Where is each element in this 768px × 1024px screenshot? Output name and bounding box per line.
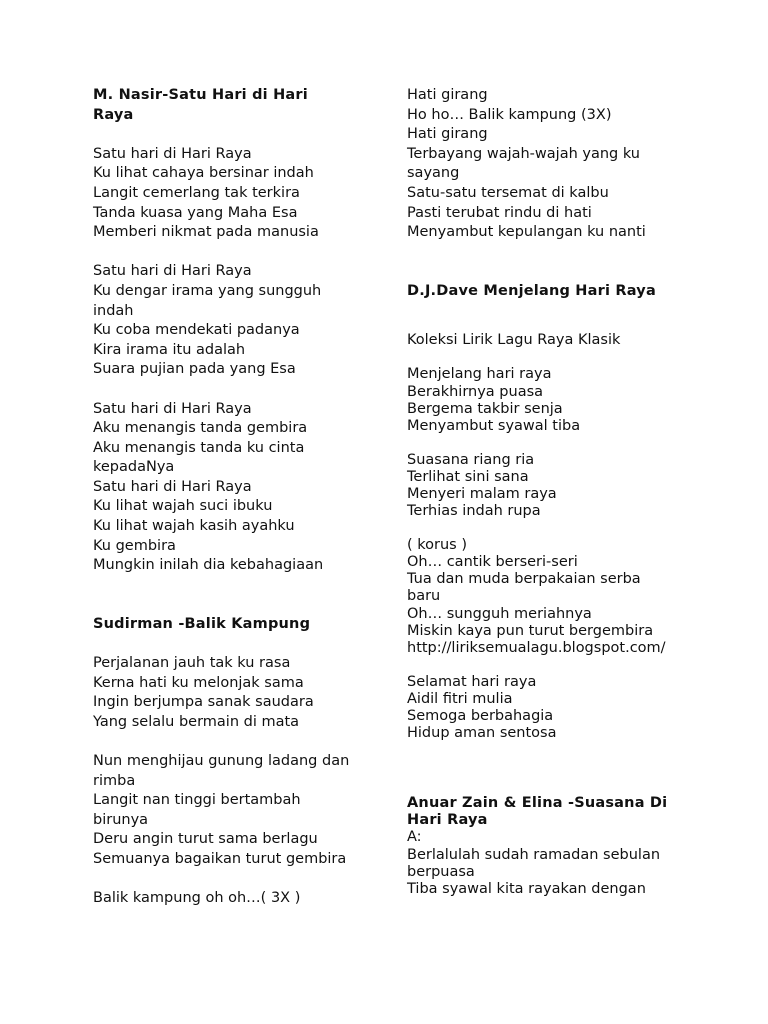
lyric-line: Hidup aman sentosa xyxy=(407,725,557,742)
lyric-line: Perjalanan jauh tak ku rasa xyxy=(93,655,291,672)
lyric-line: ( korus ) xyxy=(407,537,467,554)
lyric-line: Satu hari di Hari Raya xyxy=(93,145,252,162)
lyric-line: Langit nan tinggi bertambah birunya xyxy=(93,792,301,828)
lyric-line: Semuanya bagaikan turut gembira xyxy=(93,850,347,867)
lyric-line: Aku menangis tanda gembira xyxy=(93,420,308,437)
song-title-djdave: D.J.Dave Menjelang Hari Raya xyxy=(407,282,656,299)
lyric-line: A: xyxy=(407,829,422,846)
lyric-line: Nun menghijau gunung ladang dan rimba xyxy=(93,753,350,789)
left-column xyxy=(93,86,353,909)
lyric-line: Oh… sungguh meriahnya xyxy=(407,605,592,622)
lyric-line: Tiba syawal kita rayakan dengan xyxy=(407,880,646,897)
source-url: http://liriksemualagu.blogspot.com/ xyxy=(407,639,666,656)
lyric-line: Deru angin turut sama berlagu xyxy=(93,831,318,848)
lyric-line: Ku lihat cahaya bersinar indah xyxy=(93,165,314,182)
lyric-line: Kira irama itu adalah xyxy=(93,341,246,358)
stanza xyxy=(93,752,353,870)
lyric-line: Hati girang xyxy=(407,126,488,143)
lyric-line: Semoga berbahagia xyxy=(407,708,554,725)
stanza xyxy=(93,262,353,380)
lyric-line: Terbayang wajah-wajah yang ku sayang xyxy=(407,145,640,182)
stanza xyxy=(407,537,677,657)
song-title-nasir: M. Nasir-Satu Hari di Hari Raya xyxy=(93,87,308,123)
lyric-line: Ho ho… Balik kampung (3X) xyxy=(407,106,612,123)
lyric-line: Langit cemerlang tak terkira xyxy=(93,184,300,201)
song-title-anuar: Anuar Zain & Elina -Suasana Di Hari Raya xyxy=(407,795,668,829)
lyric-line: Balik kampung oh oh…( 3X ) xyxy=(93,890,301,907)
stanza xyxy=(407,366,677,434)
song-title-sudirman: Sudirman -Balik Kampung xyxy=(93,615,311,632)
lyric-line: Satu hari di Hari Raya xyxy=(93,478,252,495)
lyric-line: Pasti terubat rindu di hati xyxy=(407,204,592,221)
stanza xyxy=(93,654,353,732)
lyric-line: Berlalulah sudah ramadan sebulan berpuasa xyxy=(407,846,661,880)
lyric-line: Ku dengar irama yang sungguh indah xyxy=(93,282,322,319)
lyric-line: Aidil fitri mulia xyxy=(407,690,513,707)
stanza xyxy=(93,889,353,909)
stanza xyxy=(93,400,353,576)
lyric-line: Ku lihat wajah suci ibuku xyxy=(93,498,273,515)
stanza xyxy=(407,829,677,897)
lyric-line: Memberi nikmat pada manusia xyxy=(93,224,319,241)
lyric-line: Suasana riang ria xyxy=(407,451,535,468)
stanza xyxy=(93,145,353,243)
lyric-line: Ingin berjumpa sanak saudara xyxy=(93,694,314,711)
lyric-line: Suara pujian pada yang Esa xyxy=(93,361,296,378)
lyric-line: Terhias indah rupa xyxy=(407,503,541,520)
lyric-line: Satu hari di Hari Raya xyxy=(93,263,252,280)
lyric-line: Mungkin inilah dia kebahagiaan xyxy=(93,557,324,574)
lyric-line: Bergema takbir senja xyxy=(407,400,563,417)
lyric-line: Oh… cantik berseri-seri xyxy=(407,554,578,571)
lyric-line: Aku menangis tanda ku cinta kepadaNya xyxy=(93,439,305,476)
lyric-line: Ku gembira xyxy=(93,537,176,554)
lyric-line: Ku coba mendekati padanya xyxy=(93,322,300,339)
lyric-line: Satu-satu tersemat di kalbu xyxy=(407,184,609,201)
lyric-line: Satu hari di Hari Raya xyxy=(93,400,252,417)
stanza xyxy=(407,452,677,520)
right-column xyxy=(407,86,677,898)
lyric-line: Menyeri malam raya xyxy=(407,486,557,502)
lyric-line: Menyambut syawal tiba xyxy=(407,417,581,434)
lyric-line: Menyambut kepulangan ku nanti xyxy=(407,224,646,241)
djdave-body xyxy=(407,332,677,897)
stanza xyxy=(407,86,677,243)
lyric-line: Menjelang hari raya xyxy=(407,366,552,383)
song-subtitle: Koleksi Lirik Lagu Raya Klasik xyxy=(407,332,621,349)
stanza xyxy=(407,674,677,742)
lyric-line: Tanda kuasa yang Maha Esa xyxy=(93,204,298,221)
lyric-line: Terlihat sini sana xyxy=(407,468,529,485)
lyric-line: Tua dan muda berpakaian serba baru xyxy=(407,571,641,605)
lyric-line: Hati girang xyxy=(407,87,488,103)
lyric-line: Selamat hari raya xyxy=(407,673,537,690)
lyric-line: Berakhirnya puasa xyxy=(407,383,544,400)
lyric-line: Miskin kaya pun turut bergembira xyxy=(407,622,654,639)
lyric-line: Kerna hati ku melonjak sama xyxy=(93,674,304,691)
lyric-line: Yang selalu bermain di mata xyxy=(93,713,300,730)
lyric-line: Ku lihat wajah kasih ayahku xyxy=(93,518,295,535)
